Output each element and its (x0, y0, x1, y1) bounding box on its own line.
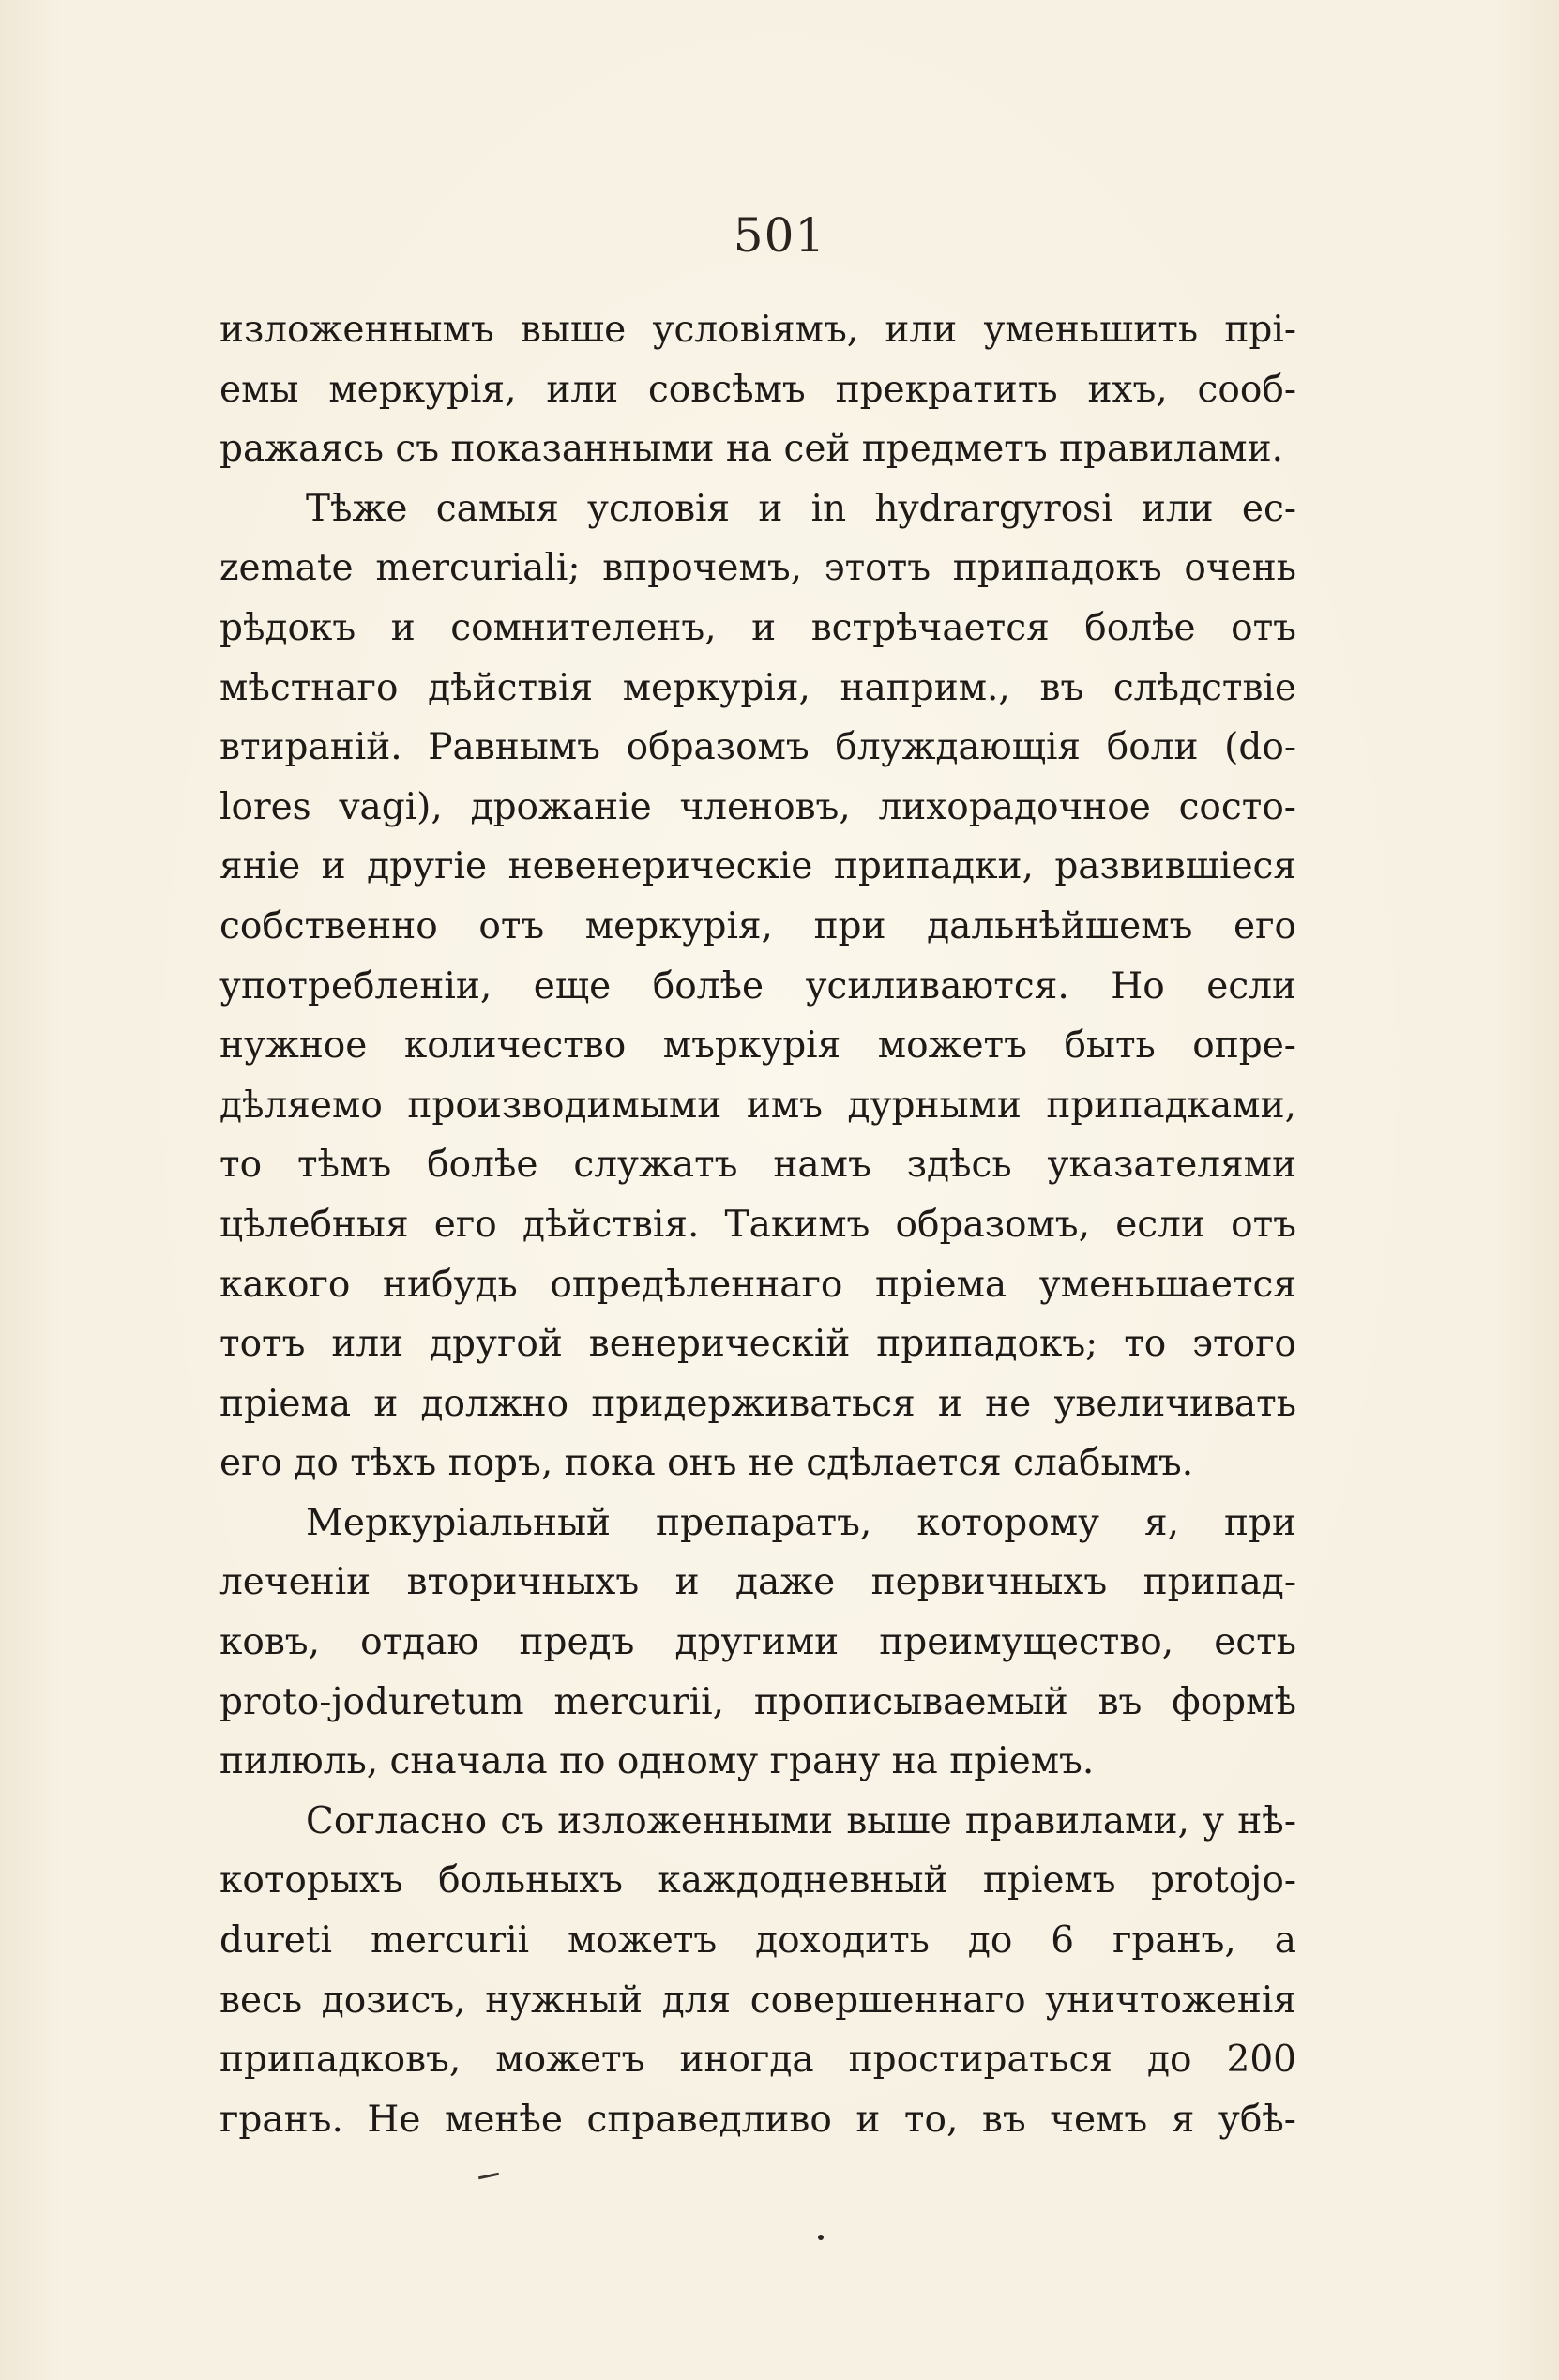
text-line: которыхъ больныхъ каждодневный пріемъ protojo- (219, 1859, 1296, 1902)
ink-mark (478, 2173, 499, 2180)
ink-speck (818, 2235, 824, 2240)
text-line: то тѣмъ болѣе служатъ намъ здѣсь указателями (219, 1144, 1296, 1187)
text-line: мѣстнаго дѣйствія меркурія, наприм., въ слѣдствіе (219, 666, 1296, 709)
text-line: дѣляемо производимыми имъ дурными припадками, (219, 1084, 1296, 1127)
text-line: втираній. Равнымъ образомъ блуждающія боли (do- (219, 726, 1296, 769)
text-line: Тѣже самыя условія и in hydrargyrosi или ec- (306, 487, 1296, 530)
text-line: яніе и другіе невенерическіе припадки, развившіеся (219, 845, 1296, 888)
text-line: пріема и должно придерживаться и не увеличивать (219, 1382, 1296, 1425)
text-line: емы меркурія, или совсѣмъ прекратить ихъ, сооб- (219, 368, 1296, 411)
text-line: припадковъ, можетъ иногда простираться до 200 (219, 2039, 1296, 2082)
text-line: рѣдокъ и сомнителенъ, и встрѣчается болѣе отъ (219, 606, 1296, 649)
text-line: Согласно съ изложенными выше правилами, у нѣ- (306, 1799, 1296, 1842)
text-line: нужное количество мъркурія можетъ быть опре- (219, 1024, 1296, 1068)
text-line: ражаясь съ показанными на сей предметъ правилами. (219, 428, 1283, 471)
text-line: его до тѣхъ поръ, пока онъ не сдѣлается слабымъ. (219, 1442, 1194, 1485)
text-line: цѣлебныя его дѣйствія. Такимъ образомъ, если отъ (219, 1203, 1296, 1246)
text-line: lores vagi), дрожаніе членовъ, лихорадочное состо- (219, 785, 1296, 828)
body-text (219, 300, 1296, 2149)
text-line: Меркуріальный препаратъ, которому я, при (306, 1501, 1296, 1544)
text-line: zemate mercuriali; впрочемъ, этотъ припадокъ очень (219, 547, 1296, 590)
text-line: dureti mercurii можетъ доходить до 6 гранъ, а (219, 1919, 1296, 1963)
text-line: гранъ. Не менѣе справедливо и то, въ чемъ я убѣ- (219, 2098, 1296, 2141)
text-line: тотъ или другой венерическій припадокъ; то этого (219, 1323, 1296, 1366)
text-line: употребленіи, еще болѣе усиливаются. Но если (219, 964, 1296, 1008)
page-number: 501 (733, 208, 826, 263)
text-line: изложеннымъ выше условіямъ, или уменьшить прі- (219, 309, 1296, 351)
text-line: весь дозисъ, нужный для совершеннаго уничтоженія (219, 1978, 1296, 2022)
text-line: ковъ, отдаю предъ другими преимущество, есть (219, 1621, 1296, 1664)
text-line: пилюль, сначала по одному грану на пріемъ. (219, 1740, 1095, 1783)
text-line: собственно отъ меркурія, при дальнѣйшемъ его (219, 904, 1296, 947)
text-line: какого нибудь опредѣленнаго пріема уменьшается (219, 1263, 1296, 1306)
text-line: proto-joduretum mercurii, прописываемый въ формѣ (219, 1680, 1296, 1723)
text-line: леченіи вторичныхъ и даже первичныхъ припад- (219, 1561, 1296, 1604)
